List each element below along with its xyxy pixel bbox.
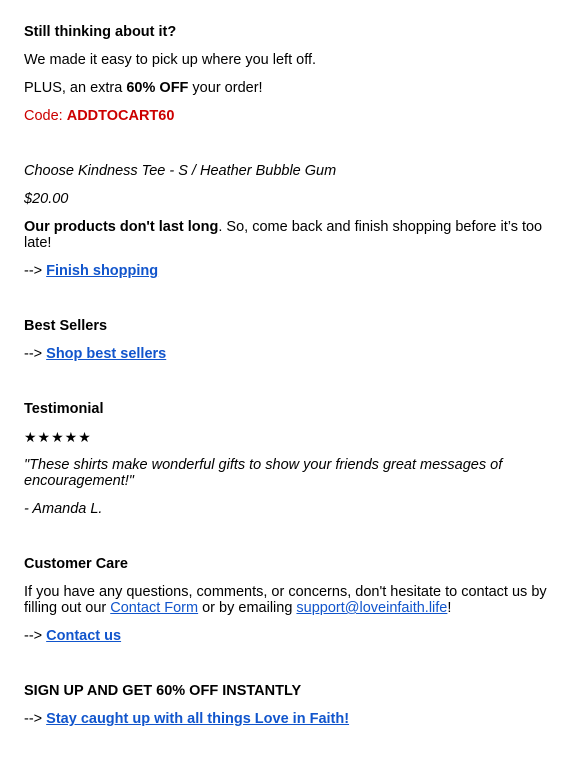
testimonial-quote: "These shirts make wonderful gifts to show your friends great messages of encouragement!" [24,457,503,489]
support-email-link[interactable]: support@loveinfaith.life [296,600,448,616]
testimonial-heading: Testimonial [24,401,104,417]
intro-subtext: We made it easy to pick up where you left off. [24,52,317,68]
discount-amount: 60% OFF [126,80,189,96]
star-rating: ★★★★★ [24,429,92,445]
urgency-message: Our products don't last long. So, come back and finish shopping before it’s too late! [24,219,543,251]
contact-form-link[interactable]: Contact Form [110,600,199,616]
finish-shopping-row [24,263,556,279]
customer-care-text: If you have any questions, comments, or concerns, don't hesitate to contact us by filling out our Contact Form or by emailing support@loveinfaith.life! [24,584,547,616]
signup-heading: SIGN UP AND GET 60% OFF INSTANTLY [24,683,302,699]
intro-heading: Still thinking about it? [24,24,177,40]
promo-code [24,108,556,124]
promo-code-label: Code: [24,108,67,124]
arrow-text: --> [24,346,47,362]
signup-row [24,711,556,727]
shop-best-sellers-link[interactable]: Shop best sellers [46,346,167,362]
best-sellers-row [24,346,556,362]
product-name: Choose Kindness Tee - S / Heather Bubble Gum [24,163,337,179]
contact-us-link[interactable]: Contact us [46,628,122,644]
signup-link[interactable]: Stay caught up with all things Love in Faith! [46,711,350,727]
testimonial-author: - Amanda L. [24,501,103,517]
finish-shopping-link[interactable]: Finish shopping [46,263,159,279]
discount-line: PLUS, an extra 60% OFF your order! [24,80,263,96]
arrow-text: --> [24,628,47,644]
arrow-text: --> [24,711,47,727]
customer-care-heading: Customer Care [24,556,128,572]
product-price: $20.00 [24,191,69,207]
promo-code-value: ADDTOCART60 [66,108,175,124]
arrow-text: --> [24,263,47,279]
contact-us-row [24,628,556,644]
best-sellers-heading: Best Sellers [24,318,108,334]
